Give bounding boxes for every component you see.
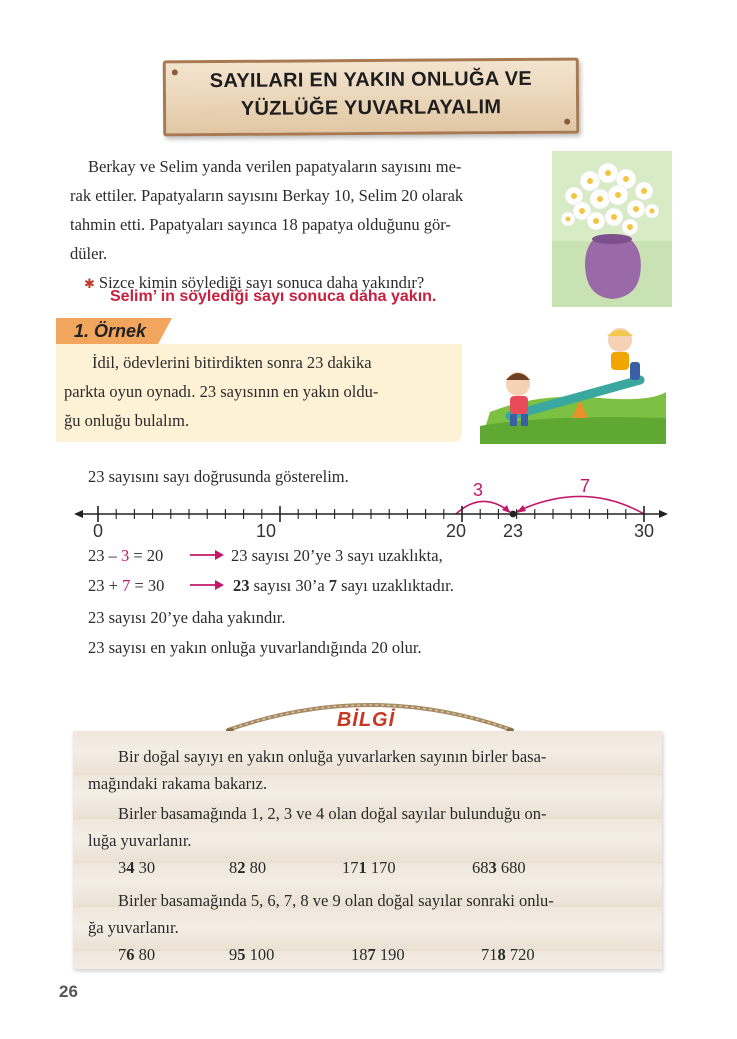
info-p2-line-1: Birler basamağında 1, 2, 3 ve 4 olan doğal sayılar bulunduğu on- [118,804,547,823]
work-row-2-text-post: sayı uzaklıktadır. [337,576,454,595]
info-p1-line-2: mağındaki rakama bakarız. [88,774,268,793]
arc-arrowhead-icon [502,505,510,513]
example-result: 30 [138,858,156,877]
work-row-2-c: = 30 [134,576,165,595]
seesaw-illustration [480,322,666,444]
example-result: 680 [500,858,526,877]
example-result: 80 [249,858,267,877]
arrow-right-icon [190,579,224,591]
example-result: 80 [138,945,156,964]
example-line-3: ğu onluğu bulalım. [64,411,190,430]
example-digit: 5 [237,945,246,964]
work-row-1-c: = 20 [133,546,164,565]
work-row-1-a: 23 – [88,546,117,565]
example-digit: 6 [126,945,135,964]
work-row-2-text [233,571,454,600]
example-lead: 8 [229,858,238,877]
work-row-2-a: 23 + [88,576,118,595]
example-tab-label: 1. Örnek [74,321,147,341]
daisy-vase-illustration [552,151,672,307]
round-up-example-1 [118,940,155,969]
arc-right-label: 7 [579,476,591,496]
arrow-right-icon [190,549,224,561]
round-down-example-2 [229,853,266,882]
intro-paragraph-rest [70,181,535,268]
example-digit: 1 [358,858,367,877]
number-line [74,472,674,542]
number-line-intro: 23 sayısını sayı doğrusunda gösterelim. [88,467,349,486]
axis-right-arrow-icon [659,510,668,518]
round-down-example-3 [342,853,396,882]
point-23 [510,511,517,518]
example-lead: 68 [472,858,489,877]
example-lead: 9 [229,945,238,964]
work-row-1-b: 3 [121,546,130,565]
example-result: 190 [379,945,405,964]
example-digit: 4 [126,858,135,877]
title-plank [163,58,580,137]
info-p2-line-2: luğa yuvarlanır. [88,831,192,850]
example-result: 170 [370,858,396,877]
work-line-4: 23 sayısı en yakın onluğa yuvarlandığında 20 olur. [88,638,422,657]
example-result: 720 [509,945,535,964]
round-up-example-4 [481,940,535,969]
work-line-3: 23 sayısı 20’ye daha yakındır. [88,608,286,627]
answer-text: Selim’ in söylediği sayı sonuca daha yakın. [110,288,437,305]
example-lead: 71 [481,945,498,964]
tick-label-20: 20 [445,521,467,541]
info-label: BİLGİ [336,709,396,731]
example-lead: 17 [342,858,359,877]
example-digit: 7 [367,945,376,964]
question-text: Sizce kimin söylediği sayı sonuca daha yakındır? [98,273,425,292]
work-row-2 [88,571,164,600]
example-result: 100 [249,945,275,964]
arc-left-label: 3 [472,480,484,500]
example-lead: 3 [118,858,127,877]
example-digit: 8 [497,945,506,964]
round-up-example-2 [229,940,274,969]
example-digit: 3 [488,858,497,877]
tick-label-0: 0 [92,521,104,541]
info-p3-line-2: ğa yuvarlanır. [88,918,179,937]
title-line-2: YÜZLÜĞE YUVARLAYALIM [240,96,502,120]
work-row-1-text: 23 sayısı 20’ye 3 sayı uzaklıkta, [231,546,443,565]
page-number: 26 [59,982,78,1001]
tick-label-23: 23 [502,521,524,541]
arc-20-to-23 [456,501,510,514]
title-line-1: SAYILARI EN YAKIN ONLUĞA VE [209,67,533,93]
work-row-2-text-pre: 23 [233,576,250,595]
example-digit: 2 [237,858,246,877]
axis-left-arrow-icon [74,510,83,518]
tick-label-10: 10 [255,521,277,541]
work-row-1 [88,541,163,570]
example-line-1: İdil, ödevlerini bitirdikten sonra 23 dakika [92,353,372,372]
tick-label-30: 30 [633,521,655,541]
intro-paragraph [88,152,535,181]
info-p1-line-1: Bir doğal sayıyı en yakın onluğa yuvarlarken sayının birler basa- [118,747,547,766]
example-lead: 18 [351,945,368,964]
example-lead: 7 [118,945,127,964]
info-p3-line-1: Birler basamağında 5, 6, 7, 8 ve 9 olan doğal sayılar sonraki onlu- [118,891,554,910]
example-line-2: parkta oyun oynadı. 23 sayısının en yakın oldu- [64,382,379,401]
page-title [166,65,576,124]
work-row-2-b: 7 [122,576,131,595]
work-row-2-text-mid: sayısı 30’a [249,576,329,595]
round-down-example-4 [472,853,526,882]
arc-arrowhead-icon [516,505,526,513]
intro-line-4: düler. [70,244,108,263]
flower-bullet-icon: ✱ [84,276,95,291]
intro-line-3: tahmin etti. Papatyaları sayınca 18 papatya olduğunu gör- [70,215,451,234]
round-up-example-3 [351,940,405,969]
work-row-2-text-b: 7 [328,576,338,595]
intro-line-1: Berkay ve Selim yanda verilen papatyaların sayısını me- [88,157,462,176]
intro-line-2: rak ettiler. Papatyaların sayısını Berkay 10, Selim 20 olarak [70,186,464,205]
round-down-example-1 [118,853,155,882]
